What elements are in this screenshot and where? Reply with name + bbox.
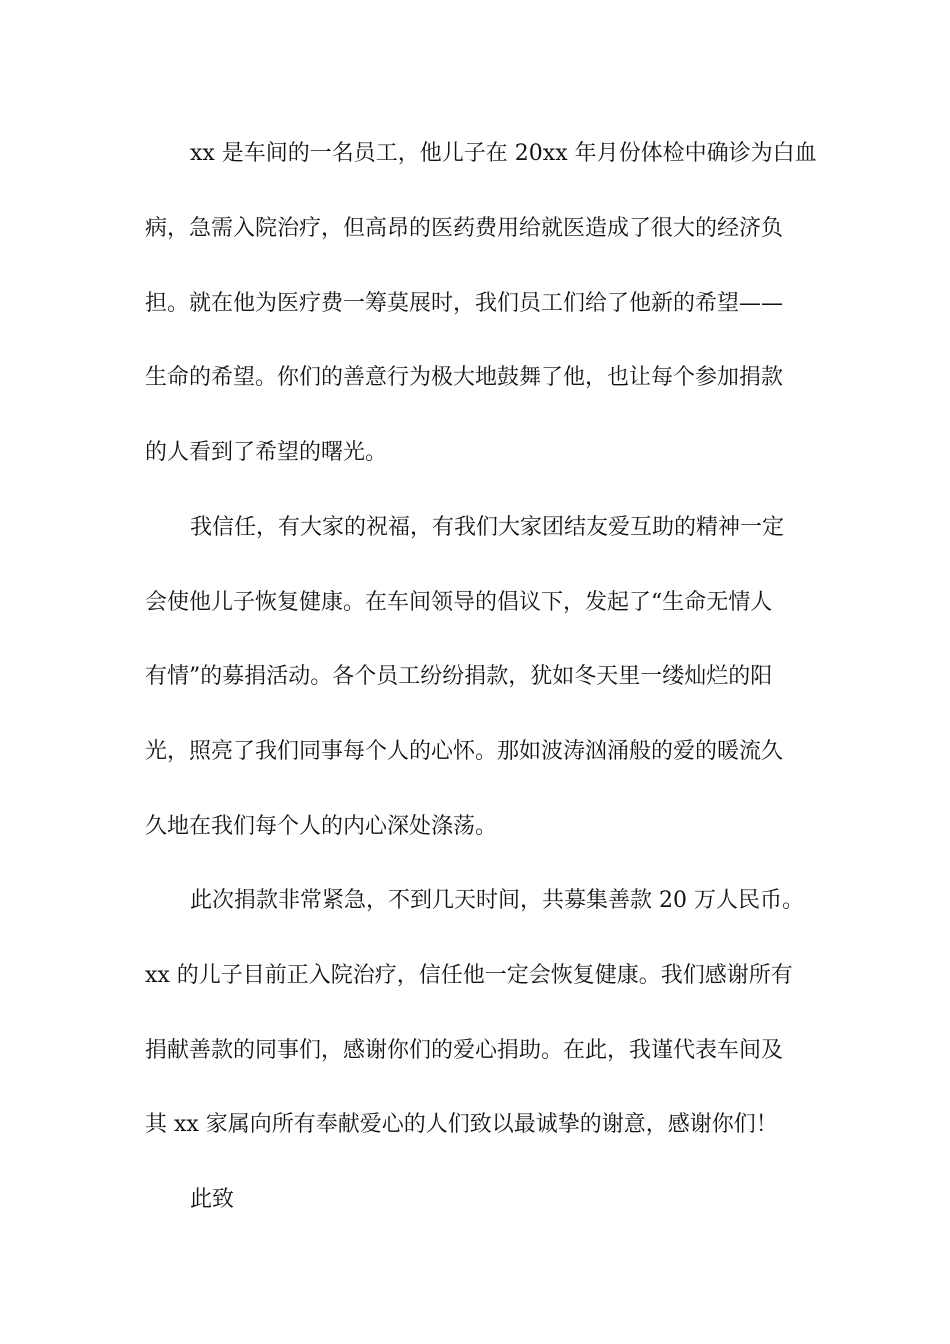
paragraph-3-line-1: 此次捐款非常紧急，不到几天时间，共募集善款 20 万人民币。 bbox=[190, 888, 804, 913]
paragraph-1-line-4: 生命的希望。你们的善意行为极大地鼓舞了他，也让每个参加捐款 bbox=[145, 365, 784, 390]
paragraph-1-line-5: 的人看到了希望的曙光。 bbox=[145, 440, 388, 465]
closing-salutation: 此致 bbox=[190, 1187, 235, 1212]
paragraph-2-line-2: 会使他儿子恢复健康。在车间领导的倡议下，发起了“生命无情人 bbox=[145, 590, 773, 615]
paragraph-2-line-1: 我信任，有大家的祝福，有我们大家团结友爱互助的精神一定 bbox=[190, 515, 785, 540]
paragraph-3-line-3: 捐献善款的同事们，感谢你们的爱心捐助。在此，我谨代表车间及 bbox=[145, 1038, 784, 1063]
paragraph-2-line-3: 有情”的募捐活动。各个员工纷纷捐款，犹如冬天里一缕灿烂的阳 bbox=[145, 664, 773, 689]
paragraph-3-line-4: 其 xx 家属向所有奉献爱心的人们致以最诚挚的谢意，感谢你们！ bbox=[145, 1112, 778, 1137]
paragraph-1-line-3: 担。就在他为医疗费一筹莫展时，我们员工们给了他新的希望—— bbox=[145, 291, 784, 316]
paragraph-1-line-1: xx 是车间的一名员工，他儿子在 20xx 年月份体检中确诊为白血 bbox=[190, 141, 817, 166]
paragraph-1-line-2: 病，急需入院治疗，但高昂的医药费用给就医造成了很大的经济负 bbox=[145, 216, 784, 241]
paragraph-3-line-2: xx 的儿子目前正入院治疗，信任他一定会恢复健康。我们感谢所有 bbox=[145, 963, 793, 988]
paragraph-2-line-5: 久地在我们每个人的内心深处涤荡。 bbox=[145, 814, 498, 839]
paragraph-2-line-4: 光，照亮了我们同事每个人的心怀。那如波涛汹涌般的爱的暖流久 bbox=[145, 739, 784, 764]
